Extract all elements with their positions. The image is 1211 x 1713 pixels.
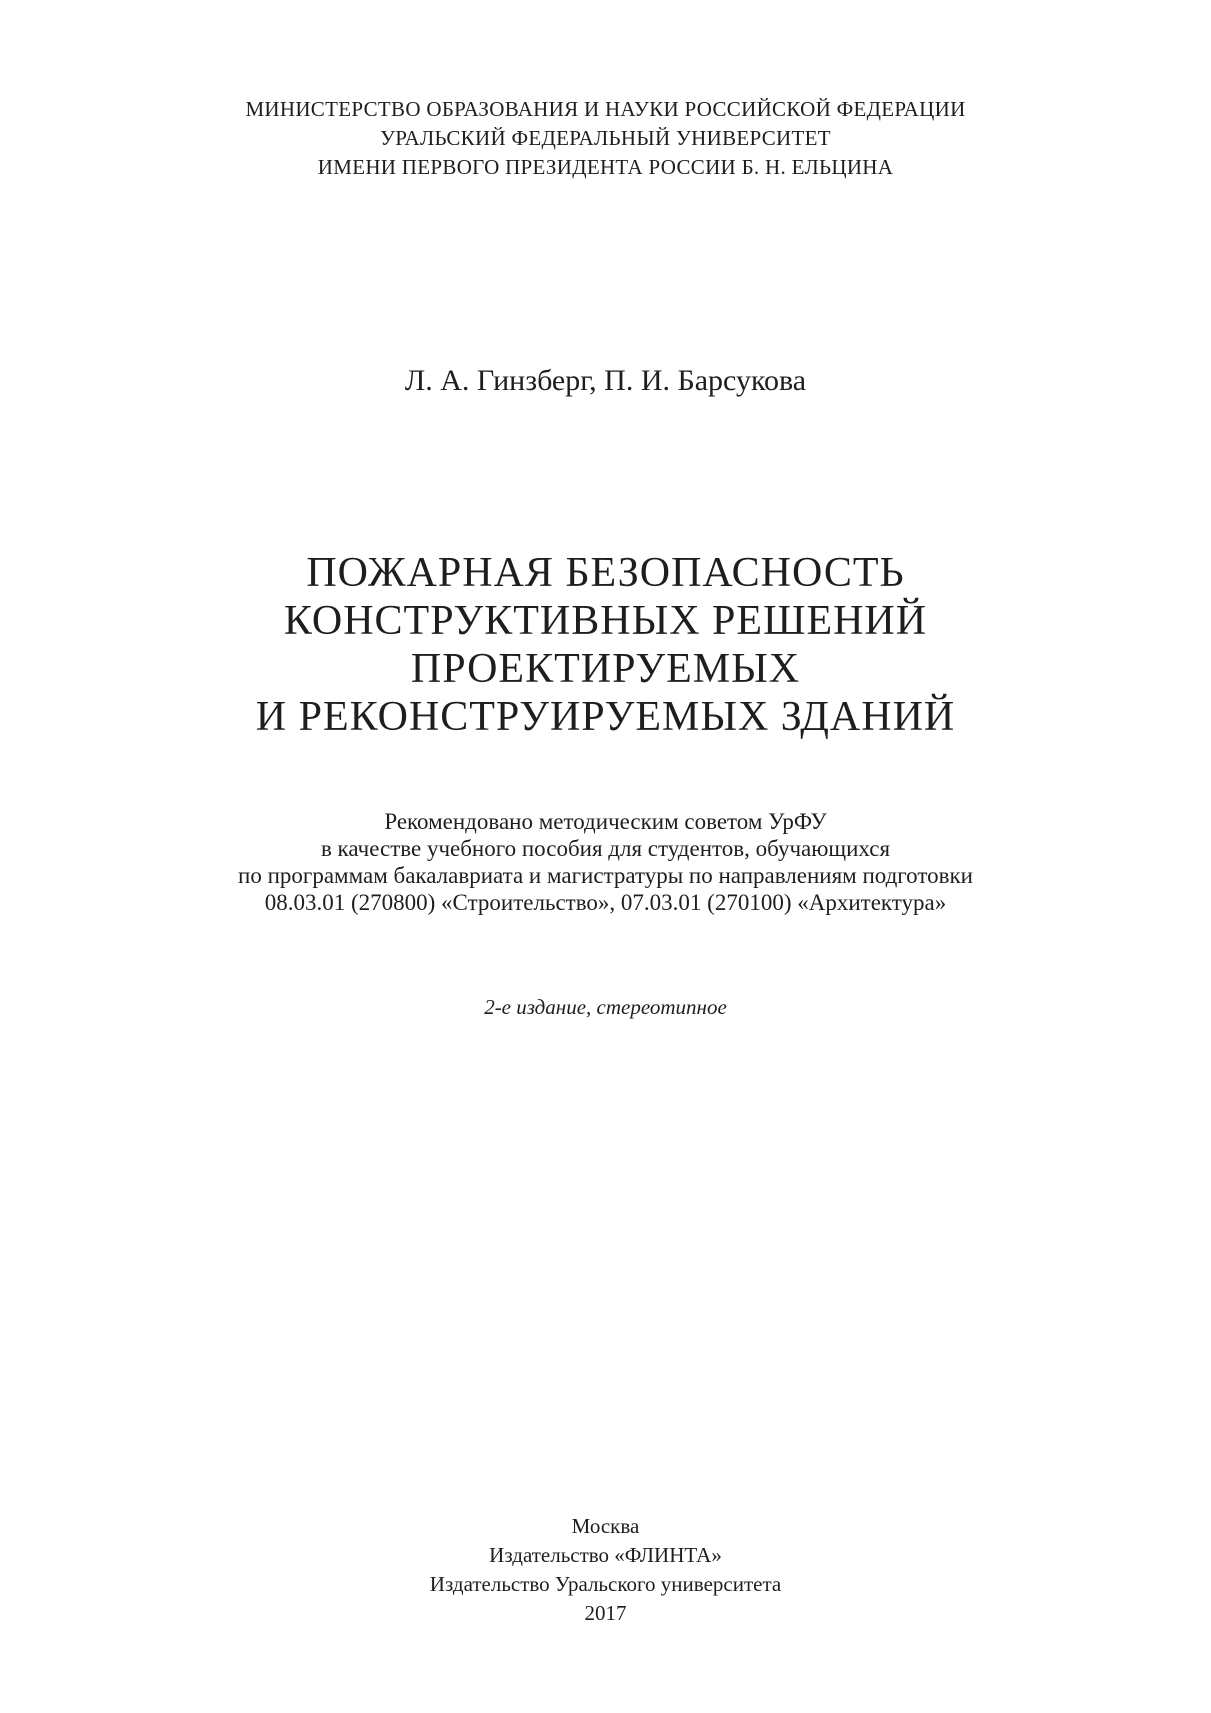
authors: Л. А. Гинзберг, П. И. Барсукова	[404, 364, 807, 397]
university-name-line: ИМЕНИ ПЕРВОГО ПРЕЗИДЕНТА РОССИИ Б. Н. ЕЛЬЦИНА	[317, 155, 894, 179]
title-line: И РЕКОНСТРУИРУЕМЫХ ЗДАНИЙ	[255, 694, 956, 740]
title-line: ПОЖАРНАЯ БЕЗОПАСНОСТЬ	[306, 550, 905, 596]
edition-note: 2-е издание, стереотипное	[484, 995, 727, 1019]
recommendation-line: 08.03.01 (270800) «Строительство», 07.03.01 (270100) «Архитектура»	[264, 890, 947, 915]
imprint-copublisher: Издательство Уральского университета	[429, 1572, 782, 1596]
title-line: ПРОЕКТИРУЕМЫХ	[410, 646, 801, 692]
recommendation-line: Рекомендовано методическим советом УрФУ	[384, 809, 827, 834]
recommendation-line: по программам бакалавриата и магистратуры по направлениям подготовки	[238, 863, 973, 888]
recommendation-text	[0, 808, 1211, 916]
imprint-publisher: Издательство «ФЛИНТА»	[489, 1543, 722, 1567]
imprint-city: Москва	[571, 1514, 640, 1538]
ministry-line: МИНИСТЕРСТВО ОБРАЗОВАНИЯ И НАУКИ РОССИЙСКОЙ ФЕДЕРАЦИИ	[245, 97, 966, 121]
imprint-year: 2017	[584, 1601, 627, 1625]
institution-header	[0, 95, 1211, 182]
university-line: УРАЛЬСКИЙ ФЕДЕРАЛЬНЫЙ УНИВЕРСИТЕТ	[380, 126, 831, 150]
book-title	[0, 549, 1211, 741]
imprint	[0, 1512, 1211, 1628]
title-line: КОНСТРУКТИВНЫХ РЕШЕНИЙ	[283, 598, 928, 644]
recommendation-line: в качестве учебного пособия для студентов, обучающихся	[320, 836, 891, 861]
